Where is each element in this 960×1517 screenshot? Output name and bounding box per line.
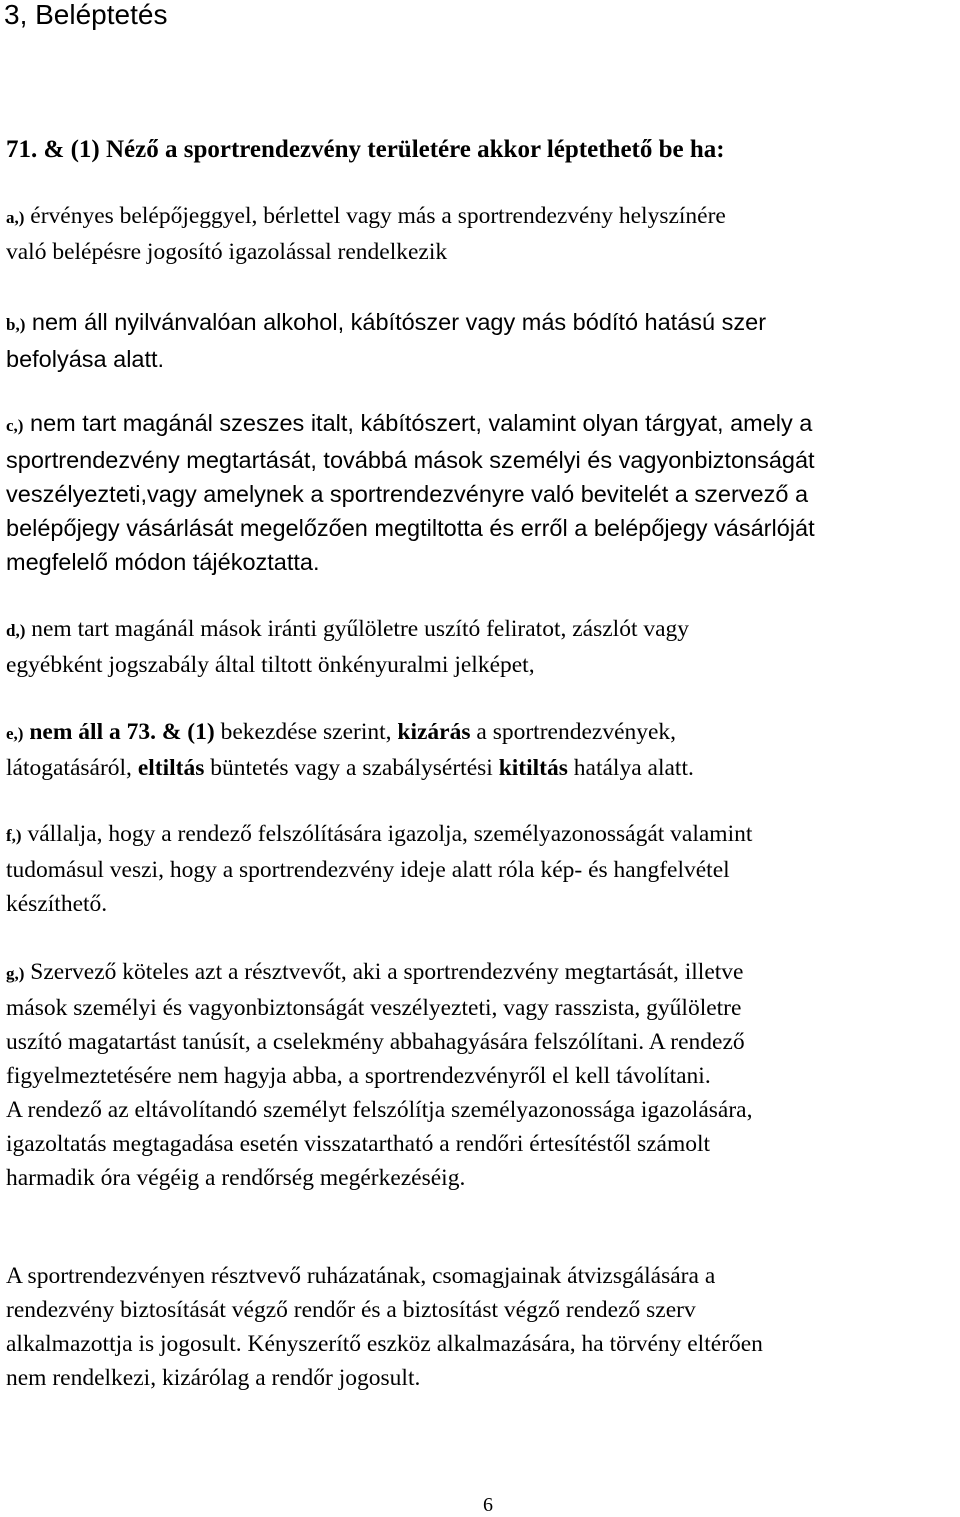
text-line: egyébként jogszabály által tiltott önkényuralmi jelképet,: [6, 652, 535, 678]
bold-text: kizárás: [397, 719, 471, 745]
text-line: A rendező az eltávolítandó személyt felszólítja személyazonossága igazolására,: [6, 1097, 753, 1123]
text-line: [6, 406, 958, 443]
list-item-b: [6, 305, 958, 376]
text-line: való belépésre jogosító igazolással rendelkezik: [6, 239, 448, 265]
text-line: [6, 305, 958, 342]
paragraph-title: 71. & (1) Néző a sportrendezvény területére akkor léptethető be ha:: [6, 136, 725, 163]
list-item-a: [6, 199, 958, 269]
text-line: A sportrendezvényen résztvevő ruházatának, csomagjainak átvizsgálására a: [6, 1263, 716, 1289]
item-text: nem áll nyilvánvalóan alkohol, kábítószer vagy más bódító hatású szer: [25, 309, 767, 335]
item-text: nem tart magánál mások iránti gyűlöletre uszító feliratot, zászlót vagy: [25, 616, 690, 642]
text-line: veszélyezteti,vagy amelynek a sportrendezvényre való bevitelét a szervező a: [6, 481, 809, 507]
item-marker: b,): [6, 315, 26, 334]
text-line: megfelelő módon tájékoztatta.: [6, 549, 320, 575]
text-line: sportrendezvény megtartását, továbbá mások személyi és vagyonbiztonságát: [6, 447, 815, 473]
item-text: bekezdése szerint,: [214, 719, 398, 745]
text-line: belépőjegy vásárlását megelőzően megtiltotta és erről a belépőjegy vásárlóját: [6, 515, 815, 541]
list-item-e: [6, 715, 958, 785]
text-line: [6, 955, 958, 991]
list-item-c: [6, 406, 958, 579]
page-number: 6: [483, 1494, 493, 1516]
item-text: nem tart magánál szeszes italt, kábítószert, valamint olyan tárgyat, amely a: [23, 410, 813, 436]
section-heading: 3, Beléptetés: [4, 0, 168, 30]
list-item-g: [6, 955, 958, 1195]
item-text: érvényes belépőjeggyel, bérlettel vagy más a sportrendezvény helyszínére: [24, 203, 726, 229]
text-line: figyelmeztetésére nem hagyja abba, a sportrendezvényről el kell távolítani.: [6, 1063, 711, 1089]
item-text: a sportrendezvények,: [470, 719, 677, 745]
bold-text: nem áll a 73. & (1): [23, 719, 215, 745]
item-marker: e,): [6, 724, 24, 743]
text-line: alkalmazottja is jogosult. Kényszerítő eszköz alkalmazására, ha törvény eltérően: [6, 1331, 763, 1357]
text-line: [6, 715, 958, 751]
list-item-d: [6, 612, 958, 682]
bold-text: kitiltás: [498, 755, 568, 781]
item-text: büntetés vagy a szabálysértési: [204, 755, 499, 781]
text-line: uszító magatartást tanúsít, a cselekmény abbahagyására felszólítani. A rendező: [6, 1029, 745, 1055]
text-line: készíthető.: [6, 891, 108, 917]
closing-paragraph: [6, 1259, 958, 1395]
item-marker: f,): [6, 826, 22, 845]
text-line: nem rendelkezi, kizárólag a rendőr jogosult.: [6, 1365, 421, 1391]
item-marker: g,): [6, 964, 25, 983]
text-line: igazoltatás megtagadása esetén visszatartható a rendőri értesítéstől számolt: [6, 1131, 711, 1157]
item-text: vállalja, hogy a rendező felszólítására igazolja, személyazonosságát valamint: [21, 821, 753, 847]
text-line: rendezvény biztosítását végző rendőr és a biztosítást végző rendező szerv: [6, 1297, 696, 1323]
text-line: [6, 817, 958, 853]
text-line: tudomásul veszi, hogy a sportrendezvény ideje alatt róla kép- és hangfelvétel: [6, 857, 730, 883]
text-line: [6, 751, 958, 785]
bold-text: eltiltás: [137, 755, 205, 781]
item-text: látogatásáról,: [6, 755, 138, 781]
list-item-f: [6, 817, 958, 921]
text-line: [6, 199, 958, 235]
item-text: Szervező köteles azt a résztvevőt, aki a sportrendezvény megtartását, illetve: [24, 959, 744, 985]
text-line: harmadik óra végéig a rendőrség megérkezéséig.: [6, 1165, 466, 1191]
item-marker: d,): [6, 621, 26, 640]
item-marker: c,): [6, 416, 24, 435]
text-line: mások személyi és vagyonbiztonságát veszélyezteti, vagy rasszista, gyűlöletre: [6, 995, 742, 1021]
text-line: befolyása alatt.: [6, 346, 165, 372]
text-line: [6, 612, 958, 648]
item-text: hatálya alatt.: [567, 755, 694, 781]
item-marker: a,): [6, 208, 25, 227]
